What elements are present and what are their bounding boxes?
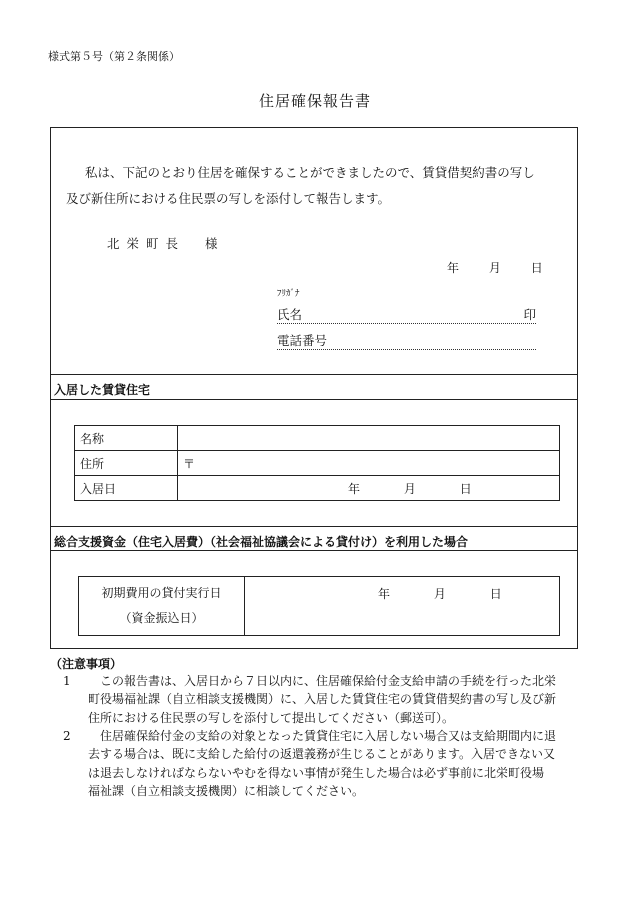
move-in-day-label: 日 [459, 481, 472, 496]
divider [50, 399, 578, 400]
intro-paragraph [66, 160, 566, 212]
note-number: 2 [63, 729, 71, 743]
intro-line-1: 私は、下記のとおり住居を確保することができましたので、賃貸借契約書の写し [85, 165, 535, 180]
note-line: 住所における住民票の写しを添付して提出してください（郵送可）。 [88, 710, 455, 725]
row-label-move-in-date: 入居日 [75, 476, 178, 501]
phone-label: 電話番号 [277, 333, 328, 348]
seal-mark: 印 [523, 307, 536, 322]
row-label-name: 名称 [75, 426, 178, 451]
table-row [79, 577, 560, 636]
loan-date-label [79, 577, 245, 636]
note-item-2 [63, 727, 588, 800]
note-number: 1 [63, 674, 71, 688]
note-line: 福祉課（自立相談支援機関）に相談してください。 [88, 783, 365, 798]
name-field[interactable] [277, 305, 536, 324]
addressee-honorific: 様 [205, 236, 225, 251]
report-date [447, 259, 543, 276]
loan-day-label: 日 [489, 587, 502, 601]
move-in-month-label: 月 [403, 481, 416, 496]
form-number: 様式第５号（第２条関係） [48, 50, 180, 63]
addressee-name: 北栄町長 [107, 236, 186, 251]
row-value-move-in-date[interactable] [178, 476, 560, 501]
row-value-name[interactable] [178, 426, 560, 451]
table-row [75, 451, 560, 476]
note-line: 町役場福祉課（自立相談支援機関）に、入居した賃貸住宅の賃貸借契約書の写し及び新 [88, 692, 557, 707]
addressee [107, 234, 225, 252]
section-support-fund-heading: 総合支援資金（住宅入居費）（社会福祉協議会による貸付け）を利用した場合 [54, 535, 469, 549]
date-month-label: 月 [488, 261, 501, 275]
divider [50, 374, 578, 375]
loan-date-value[interactable] [245, 577, 560, 636]
row-value-address[interactable]: 〒 [178, 451, 560, 476]
loan-year-label: 年 [378, 587, 391, 601]
page-title: 住居確保報告書 [258, 92, 371, 110]
note-line: この報告書は、入居日から７日以内に、住居確保給付金支給申請の手続を行った北栄 [100, 674, 557, 688]
divider [50, 550, 578, 551]
divider [50, 526, 578, 527]
table-row [75, 426, 560, 451]
section-rental-housing-heading: 入居した賃貸住宅 [54, 383, 151, 397]
note-item-1 [63, 672, 588, 727]
table-row [75, 476, 560, 501]
name-label: 氏名 [277, 307, 303, 322]
note-line: は退去しなければならないやむを得ない事情が発生した場合は必ず事前に北栄町役場 [88, 765, 545, 780]
note-line: 去する場合は、既に支給した給付の返還義務が生じることがあります。入居できない又 [88, 747, 556, 762]
loan-month-label: 月 [433, 587, 446, 601]
notes-heading: （注意事項） [50, 657, 123, 671]
support-fund-table [78, 576, 560, 636]
move-in-year-label: 年 [348, 481, 361, 496]
date-year-label: 年 [447, 261, 460, 275]
intro-line-2: 及び新住所における住民票の写しを添付して報告します。 [66, 191, 391, 206]
date-day-label: 日 [530, 261, 543, 275]
phone-field[interactable] [277, 331, 536, 350]
loan-date-label-line-1: 初期費用の貸付実行日 [101, 586, 222, 600]
note-line: 住居確保給付金の支給の対象となった賃貸住宅に入居しない場合又は支給期間内に退 [100, 729, 557, 743]
furigana-label: ﾌﾘｶﾞﾅ [277, 289, 300, 299]
rental-housing-table [74, 425, 560, 501]
loan-date-label-line-2: （資金振込日） [119, 611, 204, 625]
row-label-address: 住所 [75, 451, 178, 476]
